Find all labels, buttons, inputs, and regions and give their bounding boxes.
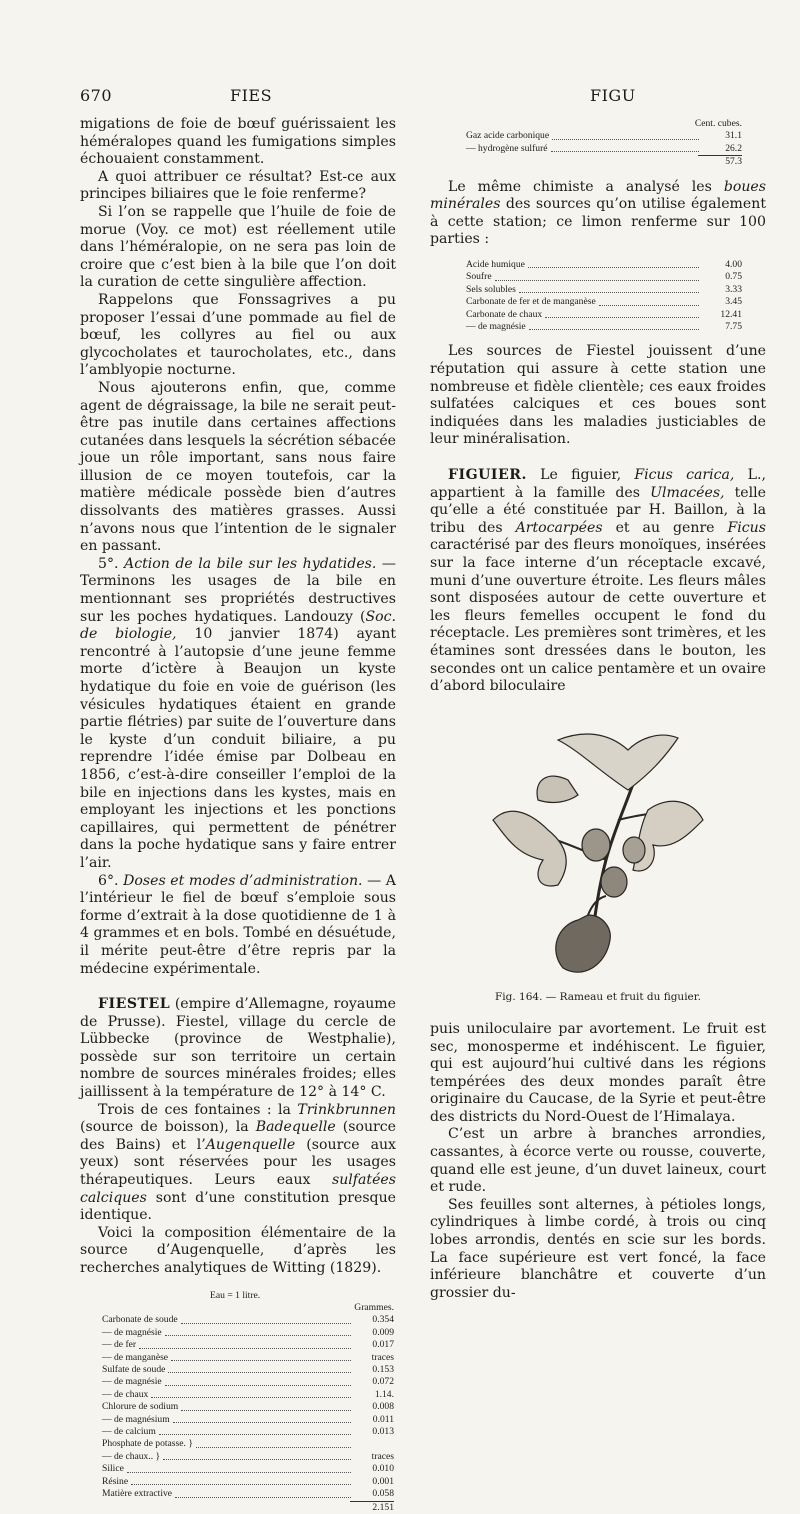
- table-row: [102, 1414, 394, 1426]
- table-row: [102, 1401, 394, 1413]
- table-row: [466, 309, 742, 321]
- row-value: 0.008: [372, 1401, 394, 1413]
- row-label: — de manganèse: [102, 1351, 169, 1363]
- table-row: [102, 1376, 394, 1388]
- table-row: [102, 1426, 394, 1438]
- paragraph: Ses feuilles sont alternes, à pétioles longs, cylindriques à limbe cordé, à trois ou cinq lobes arrondis, dentés en scie sur les bords. La face supérieure est vert foncé, la face inférieure blanchâtre et couverte d’un grossier du-: [430, 1196, 766, 1301]
- text-run: (source des Bains) et l’: [80, 1119, 397, 1153]
- mud-table: [466, 259, 742, 333]
- text-run: — Terminons les usages de la bile en mentionnant ses propriétés destructives sur les poches hydatiques. Landouzy (: [80, 555, 396, 625]
- row-value: 7.75: [725, 321, 742, 333]
- row-value: 0.011: [372, 1413, 394, 1425]
- dot-leader: [175, 1488, 351, 1497]
- page-number: 670: [80, 86, 113, 105]
- row-value: 31.1: [725, 130, 742, 142]
- dot-leader: [181, 1314, 351, 1323]
- table-title: Eau = 1 litre.: [210, 1289, 261, 1301]
- dot-leader: [151, 1389, 351, 1398]
- text-run: (source de boisson), la: [80, 1119, 256, 1136]
- paragraph: Les sources de Fiestel jouissent d’une réputation qui assure à cette station une nombreuse et fidèle clientèle; ces eaux froides sulfatées calciques et ces boues sont indiquées dans les maladies justiciables de leur minéralisation.: [430, 343, 766, 448]
- entry-headword: FIESTEL: [98, 996, 171, 1013]
- table-total: 2.151: [350, 1501, 394, 1514]
- row-value: 1.14.: [374, 1388, 394, 1400]
- table-row: [102, 1451, 394, 1463]
- row-value: 12.41: [720, 308, 742, 320]
- entry-headword: FIGUIER.: [448, 467, 527, 483]
- italic-term: boues minérales: [430, 178, 766, 213]
- row-label: Acide humique: [466, 259, 525, 270]
- italic-term: Ficus: [727, 519, 766, 536]
- table-total: 57.3: [698, 155, 742, 168]
- table-body: [102, 1314, 394, 1500]
- text-run: Le même chimiste a analysé les: [448, 178, 724, 195]
- dot-leader: [165, 1376, 351, 1385]
- table-row: [102, 1438, 394, 1450]
- row-label: — de chaux.. }: [102, 1450, 161, 1462]
- row-value: [354, 1438, 394, 1450]
- table-row: [102, 1476, 394, 1488]
- dot-leader: [196, 1438, 351, 1447]
- italic-term: Trinkbrunnen: [297, 1101, 396, 1118]
- row-label: Gaz acide carbonique: [466, 130, 550, 142]
- row-value: 0.072: [372, 1376, 394, 1388]
- dot-leader: [599, 296, 699, 305]
- text-run: 10 janvier 1874) ayant rencontré à l’autopsie d’une jeune femme morte d’ictère à Beaujon un kyste hydatique du foie en voie de guérison (les vésicules hydatiques étaient en grande partie flétries) par suite de l’ouverture dans le kyste d’un conduit biliaire, a pu reprendre l’idée émise par Dolbeau en 1856, c’est-à-dire conseiller l’emploi de la bile en injections dans les kystes, mais en employant les injections et les ponctions capillaires, qui permettent de pénétrer dans la poche hydatique sans y faire entrer l’air.: [80, 626, 397, 871]
- dot-leader: [171, 1352, 351, 1361]
- table-row: [466, 284, 742, 296]
- row-label: Matière extractive: [102, 1488, 173, 1500]
- dot-leader: [529, 321, 699, 330]
- row-label: Résine: [102, 1475, 129, 1487]
- text-run: caractérisé par des fleurs monoïques, insérées sur la face interne d’un réceptacle excavé, muni d’une ouverture étroite. Les fleurs mâles sont disposées autour de cette ouverture et les fleurs femelles occupent le fond du réceptacle. Les premières sont trimères, et les étamines sont dressées dans le bouton, les secondes ont un calice pentamère et un ovaire d’abord biloculaire: [430, 537, 766, 695]
- row-value: traces: [371, 1351, 394, 1363]
- italic-term: Artocarpées: [515, 519, 603, 536]
- row-label: — hydrogène sulfuré: [466, 142, 548, 154]
- text-run: Le figuier,: [526, 467, 635, 483]
- paragraph: puis uniloculaire par avortement. Le fruit est sec, monosperme et indéhiscent. Le figuier, qui est aujourd’hui cultivé dans les régions tempérées des deux mondes paraît être originaire du Caucase, de la Syrie et peut-être des districts du Nord-Ouest de l’Himalaya.: [430, 1020, 766, 1125]
- dot-leader: [551, 143, 699, 152]
- right-column: [430, 118, 766, 1302]
- italic-term: Ulmacées,: [650, 484, 725, 501]
- row-label: — de magnésie: [102, 1376, 162, 1388]
- text-run: — A l’intérieur le fiel de bœuf s’emploie sous forme d’extrait à la dose quotidienne de 1 à 4 grammes et en bols. Tombé en désuétude, il mérite peut-être d’être repris par la médecine expérimentale.: [80, 872, 396, 977]
- section-title: Doses et modes d’administration.: [123, 872, 363, 889]
- text-run: sont d’une constitution presque identique.: [80, 1189, 396, 1224]
- paragraph: C’est un arbre à branches arrondies, cassantes, à écorce verte ou rousse, couverte, quand elle est jeune, d’un duvet laineux, court et rude.: [430, 1126, 766, 1196]
- table-row: [102, 1389, 394, 1401]
- table-row: [102, 1488, 394, 1500]
- row-value: 0.017: [372, 1339, 394, 1351]
- text-run: des sources qu’on utilise également à cette station; ce limon renferme sur 100 parties :: [430, 196, 766, 248]
- figure-caption: Fig. 164. — Rameau et fruit du figuier.: [495, 991, 701, 1004]
- dot-leader: [163, 1451, 351, 1460]
- row-value: 0.013: [372, 1426, 394, 1438]
- italic-term: Augenquelle: [205, 1136, 296, 1153]
- dot-leader: [139, 1339, 351, 1348]
- dot-leader: [495, 271, 699, 280]
- entry-fiestel: [80, 996, 396, 1102]
- row-label: Carbonate de soude: [102, 1314, 178, 1326]
- dot-leader: [181, 1401, 351, 1410]
- paragraph: Rappelons que Fonssagrives a pu proposer l’essai d’une pommade au fiel de bœuf, les collyres au fiel ou aux glycocholates et taurocholates, etc., dans l’amblyopie nocturne.: [80, 291, 396, 379]
- section-number: 6°.: [98, 872, 119, 889]
- table-row: [466, 143, 742, 155]
- row-label: Chlorure de sodium: [102, 1401, 179, 1413]
- row-value: 26.2: [725, 142, 742, 154]
- entry-figuier: [430, 467, 766, 696]
- row-label: Phosphate de potasse. }: [102, 1438, 193, 1450]
- dot-leader: [519, 284, 699, 293]
- table-body: [466, 259, 742, 333]
- paragraph: [80, 556, 396, 873]
- row-value: 3.33: [725, 283, 742, 295]
- figure: [430, 710, 766, 1007]
- table-row: [466, 259, 742, 271]
- dot-leader: [552, 130, 699, 139]
- paragraph: Si l’on se rappelle que l’huile de foie de morue (Voy. ce mot) est réellement utile dans l’héméralopie, on ne sera pas loin de croire que c’est bien à la bile que l’on doit la curation de cette singulière affection.: [80, 203, 396, 291]
- row-value: 0.009: [372, 1326, 394, 1338]
- table-row: [102, 1364, 394, 1376]
- paragraph: Voici la composition élémentaire de la source d’Augenquelle, d’après les recherches analytiques de Witting (1829).: [80, 1224, 396, 1276]
- dot-leader: [159, 1426, 351, 1435]
- italic-term: sulfatées calciques: [80, 1172, 396, 1206]
- table-row: [466, 321, 742, 333]
- table-row: [102, 1339, 394, 1351]
- dot-leader: [168, 1364, 351, 1373]
- row-value: 3.45: [725, 296, 742, 308]
- table-row: [102, 1327, 394, 1339]
- row-label: — de fer: [102, 1339, 137, 1351]
- row-value: 0.75: [725, 271, 742, 283]
- row-label: — de magnésium: [102, 1413, 170, 1425]
- row-label: — de calcium: [102, 1426, 156, 1438]
- row-value: 0.058: [372, 1488, 394, 1500]
- italic-term: Badequelle: [255, 1119, 336, 1136]
- reference: Soc. de biologie,: [80, 608, 396, 643]
- section-number: 5°.: [98, 555, 119, 572]
- table-row: [102, 1463, 394, 1475]
- table-unit: Grammes.: [354, 1302, 394, 1313]
- text-run: telle qu’elle a été constituée par H. Baillon, à la tribu des: [430, 484, 767, 536]
- table-row: [102, 1314, 394, 1326]
- row-label: Silice: [102, 1463, 124, 1475]
- dot-leader: [165, 1327, 351, 1336]
- row-value: 0.153: [372, 1364, 394, 1376]
- row-value: 0.354: [372, 1314, 394, 1326]
- row-value: traces: [371, 1450, 394, 1462]
- dot-leader: [173, 1414, 351, 1423]
- row-label: Sulfate de soude: [102, 1364, 166, 1376]
- row-value: 0.010: [372, 1463, 394, 1475]
- running-head-left: FIES: [230, 86, 273, 105]
- composition-table: [102, 1290, 394, 1514]
- paragraph: [430, 179, 766, 249]
- paragraph: migations de foie de bœuf guérissaient les héméralopes quand les fumigations simples échouaient constamment.: [80, 116, 396, 168]
- row-label: Soufre: [466, 271, 492, 283]
- table-body: [466, 130, 742, 155]
- row-value: 4.00: [725, 259, 742, 270]
- table-row: [466, 130, 742, 142]
- paragraph: Nous ajouterons enfin, que, comme agent de dégraissage, la bile ne serait peut-être pas inutile dans certaines affections cutanées dans lesquels la sécrétion sébacée joue un rôle important, sans nous faire illusion de ce moyen toutefois, car la matière médicale possède bien d’autres dissolvants des matières grasses. Aussi n’avons nous que l’intention de le signaler en passant.: [80, 379, 396, 555]
- fig-branch-illustration: [488, 710, 708, 980]
- left-column: [80, 116, 396, 1514]
- row-value: 0.001: [372, 1475, 394, 1487]
- text-run: Trois de ces fontaines : la: [98, 1101, 298, 1118]
- row-label: — de magnésie: [466, 321, 526, 333]
- text-run: L., appartient à la famille des: [430, 467, 766, 501]
- italic-term: Ficus carica,: [634, 467, 735, 483]
- paragraph: A quoi attribuer ce résultat? Est-ce aux principes biliaires que le foie renferme?: [80, 168, 396, 203]
- running-head-right: FIGU: [590, 86, 636, 105]
- paragraph: [80, 1102, 396, 1225]
- text-run: (empire d’Allemagne, royaume de Prusse). Fiestel, village du cercle de Lübbecke (province de Westphalie), possède sur son territoire un certain nombre de sources minérales froides; elles jaillissent à la température de 12° à 14° C.: [80, 996, 396, 1101]
- text-run: (source aux yeux) sont réservées pour les usages thérapeutiques. Leurs eaux: [80, 1136, 396, 1189]
- table-unit: Cent. cubes.: [694, 118, 742, 129]
- dot-leader: [131, 1476, 351, 1485]
- table-row: [102, 1352, 394, 1364]
- row-label: Carbonate de chaux: [466, 308, 543, 320]
- paragraph: [80, 873, 396, 979]
- table-row: [466, 271, 742, 283]
- gas-table: [466, 118, 742, 169]
- dot-leader: [127, 1463, 351, 1472]
- row-label: Carbonate de fer et de manganèse: [466, 296, 596, 308]
- row-label: — de magnésie: [102, 1326, 162, 1338]
- table-row: [466, 296, 742, 308]
- section-title: Action de la bile sur les hydatides.: [124, 555, 377, 572]
- text-run: et au genre: [602, 519, 728, 536]
- dot-leader: [528, 259, 699, 268]
- dot-leader: [545, 309, 699, 318]
- row-label: Sels solubles: [466, 283, 516, 295]
- row-label: — de chaux: [102, 1388, 149, 1400]
